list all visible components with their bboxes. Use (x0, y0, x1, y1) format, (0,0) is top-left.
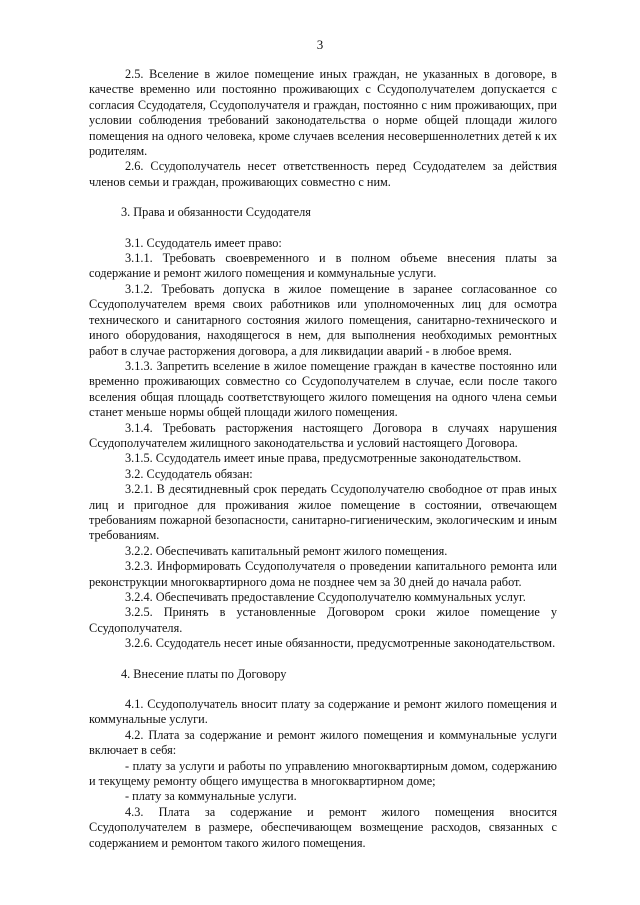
page-number: 3 (316, 37, 324, 52)
clause-2-6: 2.6. Ссудополучатель несет ответственность перед Ссудодателем за действия членов семьи и граждан, проживающих совместно с ним. (89, 159, 557, 189)
clause-4-3: 4.3. Плата за содержание и ремонт жилого помещения вносится Ссудополучателем в размере, обеспечивающем возмещение расходов, связанных с содержанием и ремонтом такого жилого помещения. (89, 804, 557, 850)
clause-4-2-item-utilities: - плату за коммунальные услуги. (125, 789, 297, 804)
clause-4-2: 4.2. Плата за содержание и ремонт жилого помещения и коммунальные услуги включает в себя: (89, 727, 557, 758)
section-3-heading: 3. Права и обязанности Ссудодателя (121, 205, 311, 220)
clause-3-1-5: 3.1.5. Ссудодатель имеет иные права, предусмотренные законодательством. (125, 451, 522, 466)
clause-3-2-3: 3.2.3. Информировать Ссудополучателя о проведении капитального ремонта или реконструкции многоквартирного дома не позднее чем за 30 дней до начала работ. (89, 559, 557, 589)
clause-3-2-6: 3.2.6. Ссудодатель несет иные обязанности, предусмотренные законодательством. (125, 636, 556, 651)
clause-3-2-1: 3.2.1. В десятидневный срок передать Ссудополучателю свободное от прав иных лиц и пригодное для проживания жилое помещение в состоянии, отвечающем требованиям пожарной безопасности, санитарно-гигиеническим, экологическим и иным требованиям. (89, 482, 557, 543)
section-4-heading: 4. Внесение платы по Договору (121, 666, 287, 681)
clause-3-1-4: 3.1.4. Требовать расторжения настоящего Договора в случаях нарушения Ссудополучателем жилищного законодательства и условий настоящего Договора. (89, 420, 557, 450)
clause-3-1-2: 3.1.2. Требовать допуска в жилое помещение в заранее согласованное со Ссудополучателем время своих работников или уполномоченных лиц для осмотра технического и санитарного состояния жилого помещения, санитарно-технического и иного оборудования, находящегося в нем, для выполнения необходимых ремонтных работ в случае расторжения договора, а для ликвидации аварий - в любое время. (89, 281, 557, 358)
clause-3-2-2: 3.2.2. Обеспечивать капитальный ремонт жилого помещения. (125, 543, 448, 558)
clause-3-2-5: 3.2.5. Принять в установленные Договором сроки жилое помещение у Ссудополучателя. (89, 605, 557, 635)
clause-3-2-4: 3.2.4. Обеспечивать предоставление Ссудополучателю коммунальных услуг. (125, 590, 526, 604)
clause-4-1: 4.1. Ссудополучатель вносит плату за содержание и ремонт жилого помещения и коммунальные услуги. (89, 697, 557, 727)
clause-3-1-1: 3.1.1. Требовать своевременного и в полном объеме внесения платы за содержание и ремонт жилого помещения и коммунальные услуги. (89, 251, 557, 281)
clause-2-5: 2.5. Вселение в жилое помещение иных граждан, не указанных в договоре, в качестве временно или постоянно проживающих с Ссудополучателем допускается с согласия Ссудодателя, Ссудополучателя и граждан, постоянно с ним проживающих, при условии соблюдения требований законодательства о норме общей площади жилого помещения на одного человека, кроме случаев вселения несовершеннолетних детей к их родителям. (89, 67, 557, 159)
clause-3-1-3: 3.1.3. Запретить вселение в жилое помещение граждан в качестве постоянно или временно проживающих совместно со Ссудополучателем в случае, если после такого вселения общая площадь соответствующего жилого помещения на одного члена семьи станет меньше нормы общей площади жилого помещения. (89, 358, 557, 420)
clause-3-1: 3.1. Ссудодатель имеет право: (125, 235, 282, 250)
clause-4-2-item-management: - плату за услуги и работы по управлению многоквартирным домом, содержанию и текущему ремонту общего имущества в многоквартирном доме; (89, 758, 557, 789)
clause-3-2: 3.2. Ссудодатель обязан: (125, 466, 253, 481)
document-body (89, 67, 557, 851)
